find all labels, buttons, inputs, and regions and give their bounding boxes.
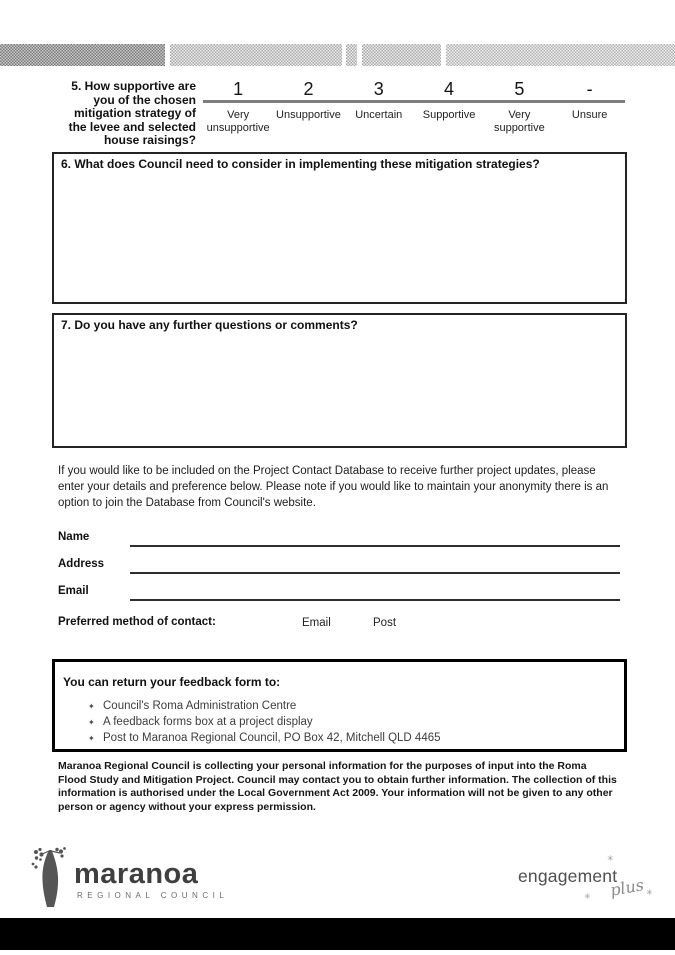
engagement-wordmark: engagement [518, 866, 618, 886]
rating-label: Very unsupportive [206, 109, 270, 134]
rating-label: Unsupportive [276, 109, 341, 121]
address-input-line[interactable] [130, 572, 620, 574]
rating-value: 2 [303, 79, 314, 99]
return-option-text: A feedback forms box at a project display [103, 716, 313, 728]
rating-option-unsure[interactable] [554, 80, 624, 134]
rating-value: - [586, 79, 593, 99]
privacy-statement: Maranoa Regional Council is collecting your personal information for the purposes of input into the Roma Flood Study and Mitigation Project. Council may contact you to obtain further information. The collection of this information is authorised under the Local Government Act 2009. Your information will not be given to any other person or agency without your express permission. [58, 760, 617, 813]
header-strip-segment [446, 44, 675, 66]
sparkle-icon: ✳ [646, 888, 653, 897]
address-field-label: Address [58, 558, 105, 570]
return-options-list [55, 698, 624, 746]
return-form-title: You can return your feedback form to: [63, 675, 281, 689]
maranoa-subtitle: REGIONAL COUNCIL [77, 891, 229, 900]
sparkle-icon: ✳ [607, 854, 614, 863]
rating-label: Uncertain [355, 109, 403, 121]
return-option-text: Council's Roma Administration Centre [103, 700, 297, 712]
rating-label: Supportive [422, 109, 476, 121]
rating-label: Unsure [571, 109, 608, 121]
bottle-tree-icon [30, 846, 70, 908]
return-form-box [52, 659, 627, 752]
rating-value: 4 [444, 79, 455, 99]
return-option-text: Post to Maranoa Regional Council, PO Box 42, Mitchell QLD 4465 [103, 732, 441, 744]
header-strip-segment-dark [0, 44, 165, 66]
rating-label: Very supportive [493, 109, 545, 134]
header-strip-segment [170, 44, 342, 66]
maranoa-logo [30, 846, 230, 910]
rating-option-4[interactable] [414, 80, 484, 134]
rating-option-3[interactable] [344, 80, 414, 134]
question6-answer-area[interactable] [54, 178, 625, 302]
rating-option-2[interactable] [273, 80, 343, 134]
engagement-plus-logo [518, 854, 668, 908]
footer-black-bar [0, 918, 675, 950]
question7-answer-area[interactable] [54, 339, 625, 446]
list-item [55, 730, 624, 746]
diamond-bullet-icon: ✦ [88, 718, 95, 727]
preferred-contact-option-email[interactable]: Email [302, 617, 331, 629]
question6-box [52, 152, 627, 304]
name-field-label: Name [58, 531, 90, 543]
question6-label: 6. What does Council need to consider in implementing these mitigation strategies? [61, 157, 540, 171]
rating-scale [203, 80, 625, 134]
contact-database-intro: If you would like to be included on the Project Contact Database to receive further project updates, please enter your details and preference below. Please note if you would like to maintain your anonymity there is an option to join the Database from Council's website. [58, 465, 609, 509]
preferred-contact-label: Preferred method of contact: [58, 616, 216, 628]
rating-option-1[interactable] [203, 80, 273, 134]
name-input-line[interactable] [130, 545, 620, 547]
rating-value: 5 [514, 79, 525, 99]
rating-scale-line [203, 100, 625, 103]
list-item [55, 714, 624, 730]
diamond-bullet-icon: ✦ [88, 734, 95, 743]
preferred-contact-option-post[interactable]: Post [373, 617, 397, 629]
diamond-bullet-icon: ✦ [88, 702, 95, 711]
question7-box [52, 313, 627, 448]
email-field-label: Email [58, 585, 89, 597]
email-input-line[interactable] [130, 599, 620, 601]
header-strip-segment [362, 44, 441, 66]
engagement-plus-script: plus [608, 875, 646, 900]
list-item [55, 698, 624, 714]
maranoa-wordmark: maranoa [74, 858, 199, 890]
rating-option-5[interactable] [484, 80, 554, 134]
question5-label: 5. How supportive are you of the chosen mitigation strategy of the levee and selected house raisings? [68, 79, 196, 147]
rating-value: 1 [233, 79, 244, 99]
header-strip-segment [346, 44, 357, 66]
question7-label: 7. Do you have any further questions or comments? [61, 318, 358, 332]
rating-value: 3 [373, 79, 384, 99]
sparkle-icon: ✳ [584, 892, 591, 901]
